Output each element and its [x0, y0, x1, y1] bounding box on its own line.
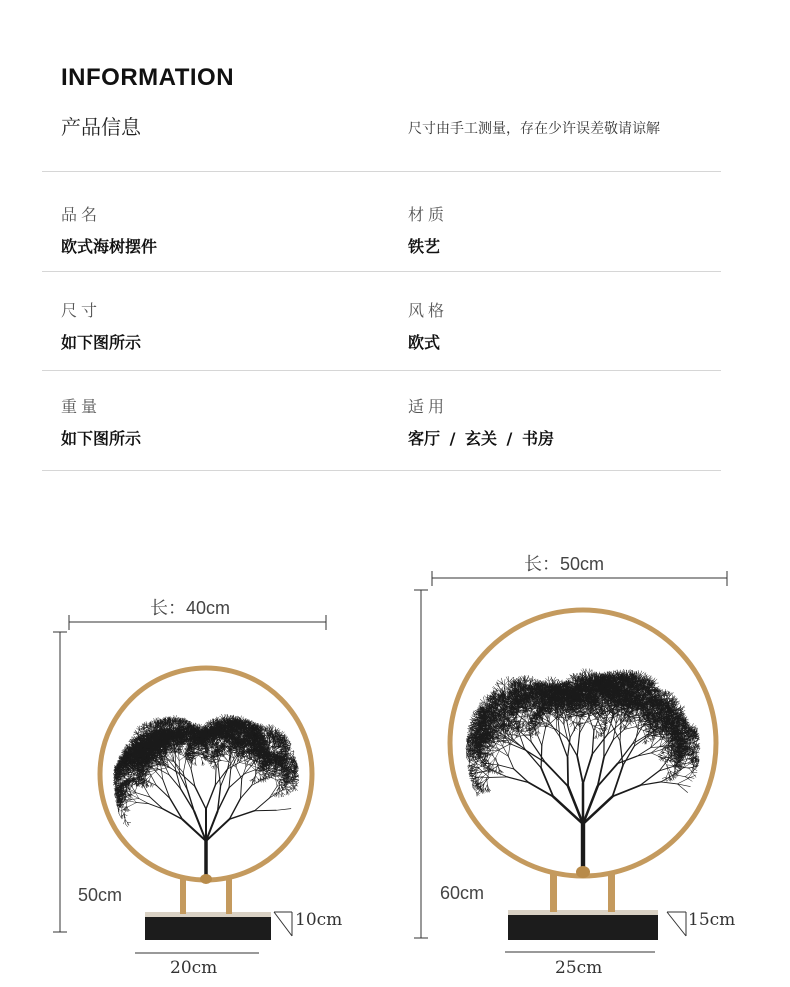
spec-label-size: 尺寸 — [61, 298, 101, 321]
measurement-note: 尺寸由手工测量，存在少许误差敬请谅解 — [408, 118, 660, 138]
spec-value-material: 铁艺 — [408, 234, 440, 257]
spec-label-weight: 重量 — [61, 394, 101, 417]
spec-value-name: 欧式海树摆件 — [61, 234, 157, 257]
product-1-height-line — [53, 632, 67, 932]
product-1-ornament — [100, 668, 312, 940]
product-1-leg-right — [226, 876, 232, 914]
spec-label-material: 材质 — [408, 202, 448, 225]
product-1-base-height-mark — [274, 912, 292, 936]
spec-label-usage: 适用 — [408, 394, 448, 417]
spec-value-size: 如下图所示 — [61, 330, 141, 353]
spec-value-style: 欧式 — [408, 330, 440, 353]
spec-label-style: 风格 — [408, 298, 448, 321]
product-info-heading: 产品信息 — [61, 111, 141, 140]
spec-value-weight: 如下图所示 — [61, 426, 141, 449]
product-1-base — [145, 914, 271, 940]
spec-label-name: 品名 — [61, 202, 101, 225]
spec-value-usage: 客厅 / 玄关 / 书房 — [408, 426, 554, 449]
information-heading: INFORMATION — [61, 64, 234, 92]
product-1-leg-left — [180, 876, 186, 914]
